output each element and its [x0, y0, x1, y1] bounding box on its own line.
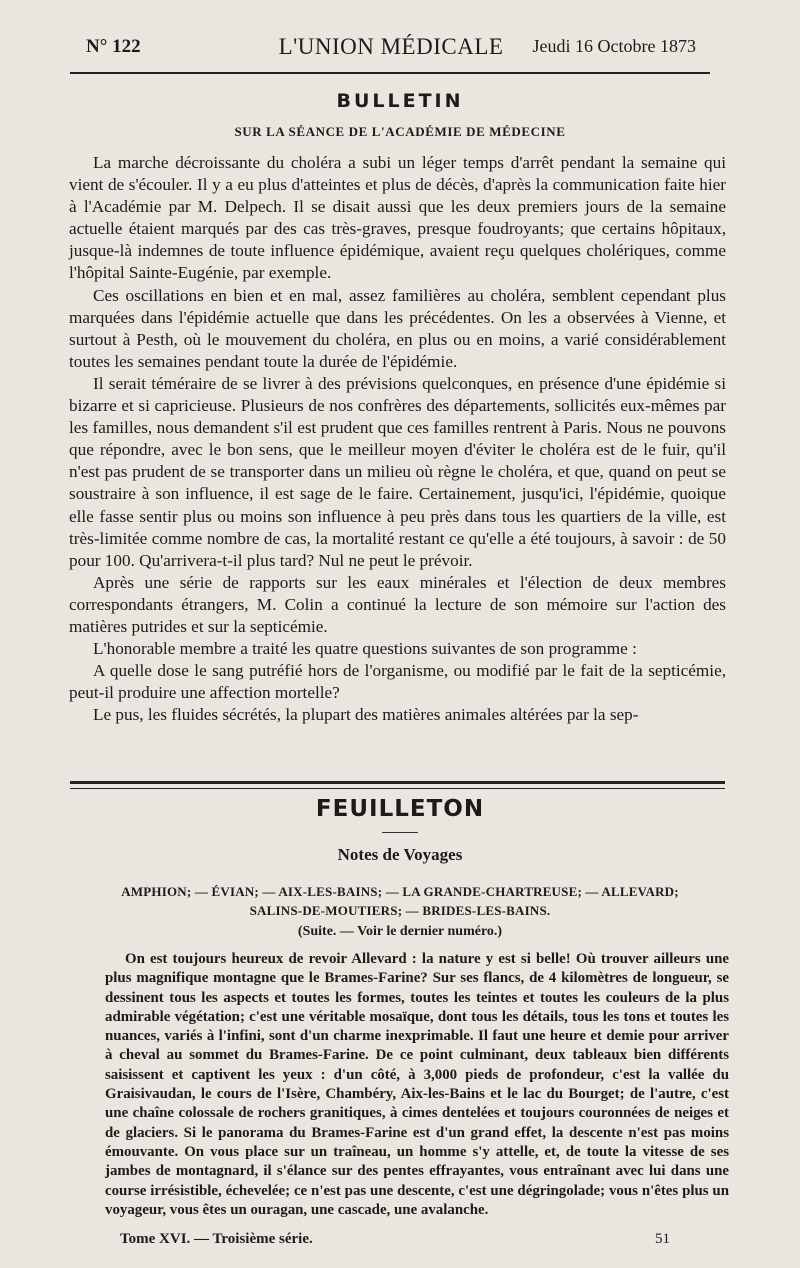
feuilleton-body: [105, 950, 729, 1220]
bulletin-title: BULLETIN: [336, 90, 464, 112]
issue-number: N° 122: [86, 36, 141, 57]
page-header: [86, 36, 696, 70]
bulletin-paragraph: Il serait téméraire de se livrer à des prévisions quelconques, en présence d'une épidémie si bizarre et si capricieuse. Plusieurs de nos confrères des départements, sollicités eux-mêmes par les familles, nous demandent s'il est prudent que ces familles rentrent à Paris. Nous ne pouvons que répondre, avec le bon sens, que le meilleur moyen d'éviter le choléra est de le fuir, qu'il n'est pas prudent de se transporter dans un milieu où règne le choléra, et que, quand on peut se soustraire à son influence, il est sage de le faire. Certainement, jusqu'ici, l'épidémie, quoique elle fasse sentir plus ou moins son influence à peu près dans tous les quartiers de la ville, est très-limitée comme nombre de cas, la mortalité restant ce qu'elle a été toujours, à savoir : de 50 pour 100. Qu'arrivera-t-il plus tard? Nul ne peut le prévoir.: [69, 373, 726, 570]
feuilleton-title: FEUILLETON: [315, 796, 485, 822]
page-footer: [120, 1231, 670, 1253]
feuilleton-places: [80, 882, 720, 920]
bulletin-paragraph: Après une série de rapports sur les eaux minérales et l'élection de deux membres correspondants étrangers, M. Colin a continué la lecture de son mémoire sur l'action des matières putrides et sur la septicémie.: [69, 572, 726, 636]
bulletin-paragraph: La marche décroissante du choléra a subi un léger temps d'arrêt pendant la semaine qui vient de s'écouler. Il y a eu plus d'atteintes et plus de décès, d'après la communication faite hier à l'Académie par M. Delpech. Il se disait aussi que les deux premiers jours de la semaine actuelle étaient marqués par des cas très-graves, presque foudroyants; que certains hôpitaux, jusque-là indemnes de toute influence épidémique, avaient reçu quelques cholériques, comme l'hôpital Sainte-Eugénie, par exemple.: [69, 153, 726, 283]
feuilleton-suite-note: (Suite. — Voir le dernier numéro.): [297, 924, 503, 939]
bulletin-paragraph: A quelle dose le sang putréfié hors de l'organisme, ou modifié par le fait de la septicémie, peut-il produire une affection mortelle?: [69, 661, 726, 703]
section-divider-thick: [70, 781, 725, 784]
bulletin-paragraph: Le pus, les fluides sécrétés, la plupart des matières animales altérées par la sep-: [93, 705, 639, 725]
bulletin-paragraph: Ces oscillations en bien et en mal, assez familières au choléra, semblent cependant plus marquées dans l'épidémie actuelle que dans les précédentes. On les a observées à Vienne, et surtout à Pesth, où le mouvement du choléra, en plus ou en moins, a varié considérablement toutes les semaines pendant toute la durée de l'épidémie.: [69, 285, 726, 371]
issue-date: Jeudi 16 Octobre 1873: [532, 36, 696, 56]
bulletin-body: [69, 152, 726, 726]
tome-label: Tome XVI. — Troisième série.: [120, 1231, 313, 1247]
header-rule: [70, 72, 710, 74]
feuilleton-rule: [382, 832, 418, 833]
page-number: 51: [655, 1231, 670, 1247]
bulletin-paragraph: L'honorable membre a traité les quatre questions suivantes de son programme :: [93, 639, 637, 659]
feuilleton-paragraph: On est toujours heureux de revoir Allevard : la nature y est si belle! Où trouver ailleurs une plus magnifique montagne que le Brames-Farine? Sur ses flancs, de 4 kilomètres de longueur, se dessinent tous les aspects et toutes les formes, toutes les teintes et toutes les couleurs de la plus admirable végétation; c'est une véritable mosaïque, dont tous les détails, tous les tons et toutes les nuances, variés à l'infini, sont d'un charme inexprimable. Il faut une heure et demie pour arriver à cheval au sommet du Brames-Farine. De ce point culminant, deux tableaux bien différents saisissent et captivent les yeux : d'un côté, à 3,000 pieds de profondeur, c'est la vallée du Graisivaudan, le cours de l'Isère, Chambéry, Aix-les-Bains et le lac du Bourget; de l'autre, c'est une chaîne colossale de rochers granitiques, à cimes dentelées et toujours couronnées de neiges et de glaciers. Si le panorama du Brames-Farine est d'un grand effet, la descente n'est pas moins émouvante. On vous place sur un traîneau, un homme s'y attelle, et, de toute la vitesse de ses jambes de montagnard, il s'élance sur des pentes effrayantes, vous entraînant avec lui dans une course irrésistible, échevelée; ce n'est pas une descente, c'est une dégringolade; vous n'êtes plus un voyageur, vous êtes un ouragan, une cascade, une avalanche.: [105, 951, 729, 1218]
journal-title: L'UNION MÉDICALE: [278, 34, 504, 59]
places-line: AMPHION; — ÉVIAN; — AIX-LES-BAINS; — LA GRANDE-CHARTREUSE; — ALLEVARD;: [121, 884, 679, 899]
section-divider-thin: [70, 788, 725, 789]
feuilleton-subtitle: Notes de Voyages: [337, 845, 463, 864]
bulletin-subtitle: SUR LA SÉANCE DE L'ACADÉMIE DE MÉDECINE: [234, 124, 566, 139]
places-line: SALINS-DE-MOUTIERS; — BRIDES-LES-BAINS.: [249, 903, 551, 918]
